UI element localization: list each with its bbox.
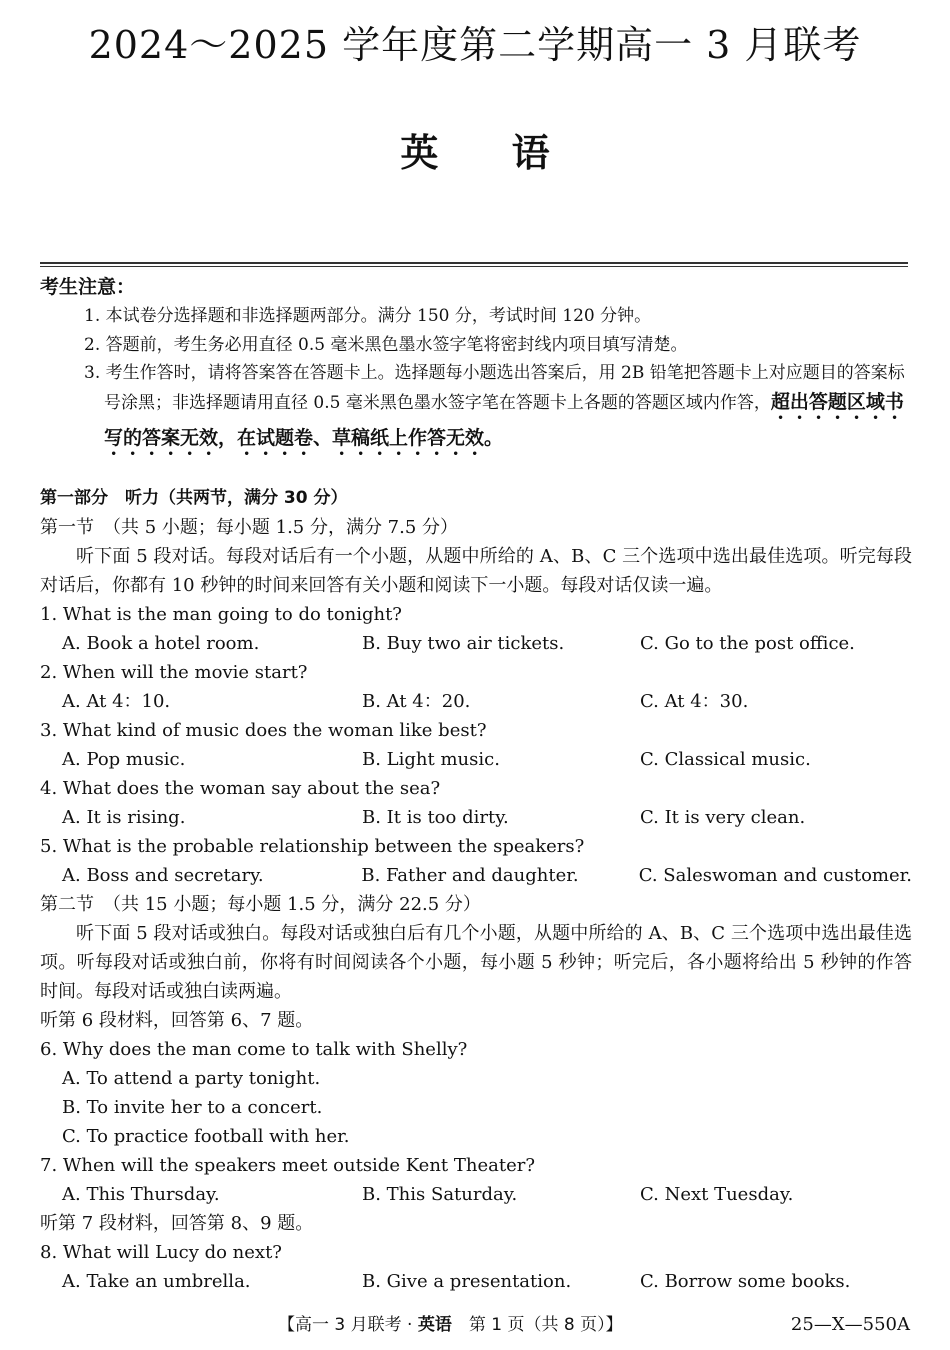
footer-subject: 英语: [417, 1315, 452, 1335]
question-2-stem: 2. When will the movie start?: [40, 662, 308, 683]
exam-title: 2024～2025 学年度第二学期高一 3 月联考: [88, 23, 862, 67]
option-b: B. Father and daughter.: [361, 865, 579, 886]
part1-heading: 第一部分 听力（共两节，满分 30 分）: [40, 488, 348, 508]
option-b: B. This Saturday.: [362, 1184, 518, 1205]
option-b: B. It is too dirty.: [362, 807, 509, 828]
option-a: A. At 4：10.: [62, 691, 171, 712]
option-c: C. Next Tuesday.: [640, 1184, 794, 1205]
option-c: C. Go to the post office.: [640, 633, 855, 654]
footer-open: 【高一 3 月联考 ·: [278, 1315, 418, 1335]
exam-body: [40, 484, 912, 1296]
notice-heading: 考生注意：: [40, 276, 136, 298]
option-c: C. It is very clean.: [640, 807, 806, 828]
question-3-stem: 3. What kind of music does the woman like best?: [40, 720, 487, 741]
question-5-options: [40, 861, 912, 890]
question-7-options: [40, 1180, 912, 1209]
notice-item-3-text: 3. 考生作答时，请将答案答在答题卡上。选择题每小题选出答案后，用 2B 铅笔把答题卡上对应题目的答案标号涂黑；非选择题请用直径 0.5 毫米黑色墨水签字笔在答题卡上各题的答题区域内作答，: [84, 363, 905, 413]
question-2-options: [40, 687, 912, 716]
option-a: A. Boss and secretary.: [62, 865, 264, 886]
section1-instructions: 听下面 5 段对话。每段对话后有一个小题，从题中所给的 A、B、C 三个选项中选出最佳选项。听完每段对话后，你都有 10 秒钟的时间来回答有关小题和阅读下一小题。每段对话仅读一遍。: [40, 546, 912, 596]
option-b: B. At 4：20.: [362, 691, 471, 712]
option-c: C. At 4：30.: [640, 691, 749, 712]
option-a: A. Book a hotel room.: [62, 633, 260, 654]
notice-item-1: 1. 本试卷分选择题和非选择题两部分。满分 150 分，考试时间 120 分钟。: [84, 306, 652, 326]
material-6-note: 听第 6 段材料，回答第 6、7 题。: [40, 1010, 314, 1031]
material-7-note: 听第 7 段材料，回答第 8、9 题。: [40, 1213, 314, 1234]
option-a: A. It is rising.: [62, 807, 186, 828]
option-c: C. Saleswoman and customer.: [638, 865, 912, 886]
question-6-option-b: B. To invite her to a concert.: [62, 1097, 323, 1118]
section1-heading: 第一节 （共 5 小题；每小题 1.5 分，满分 7.5 分）: [40, 517, 459, 538]
option-a: A. This Thursday.: [62, 1184, 220, 1205]
question-4-stem: 4. What does the woman say about the sea?: [40, 778, 441, 799]
question-3-options: [40, 745, 912, 774]
header-rule-thick: [40, 262, 908, 264]
footer-page-info: [278, 1310, 623, 1340]
option-c: C. Borrow some books.: [640, 1271, 851, 1292]
footer-page: 第 1 页（共 8 页）】: [451, 1315, 623, 1335]
option-b: B. Give a presentation.: [362, 1271, 572, 1292]
question-8-options: [40, 1267, 912, 1296]
option-a: A. Take an umbrella.: [62, 1271, 251, 1292]
option-a: A. Pop music.: [62, 749, 186, 770]
question-6-option-c: C. To practice football with her.: [62, 1126, 350, 1147]
candidate-notice: [40, 272, 910, 460]
question-6-option-a: A. To attend a party tonight.: [62, 1068, 321, 1089]
option-b: B. Light music.: [362, 749, 500, 770]
question-5-stem: 5. What is the probable relationship between the speakers?: [40, 836, 585, 857]
option-c: C. Classical music.: [640, 749, 811, 770]
section2-instructions: 听下面 5 段对话或独白。每段对话或独白后有几个小题，从题中所给的 A、B、C 三个选项中选出最佳选项。听每段对话或独白前，你将有时间阅读各个小题，每小题 5 秒钟；听完后，各小题将给出 5 秒钟的作答时间。每段对话或独白读两遍。: [40, 923, 912, 1002]
notice-emphasis: 超出答题区域书写的答案无效，在试题卷、草稿纸上作答无效。: [104, 390, 904, 449]
question-1-stem: 1. What is the man going to do tonight?: [40, 604, 402, 625]
header-rule-thin: [40, 266, 908, 267]
question-7-stem: 7. When will the speakers meet outside Kent Theater?: [40, 1155, 535, 1176]
section2-heading: 第二节 （共 15 小题；每小题 1.5 分，满分 22.5 分）: [40, 894, 481, 915]
question-1-options: [40, 629, 912, 658]
question-4-options: [40, 803, 912, 832]
notice-item-3: [40, 359, 910, 460]
question-8-stem: 8. What will Lucy do next?: [40, 1242, 282, 1263]
question-6-stem: 6. Why does the man come to talk with Shelly?: [40, 1039, 468, 1060]
footer-exam-code: 25—X—550A: [790, 1314, 910, 1335]
option-b: B. Buy two air tickets.: [362, 633, 565, 654]
notice-item-2: 2. 答题前，考生务必用直径 0.5 毫米黑色墨水签字笔将密封线内项目填写清楚。: [84, 334, 688, 355]
subject-title: 英 语: [400, 131, 550, 175]
